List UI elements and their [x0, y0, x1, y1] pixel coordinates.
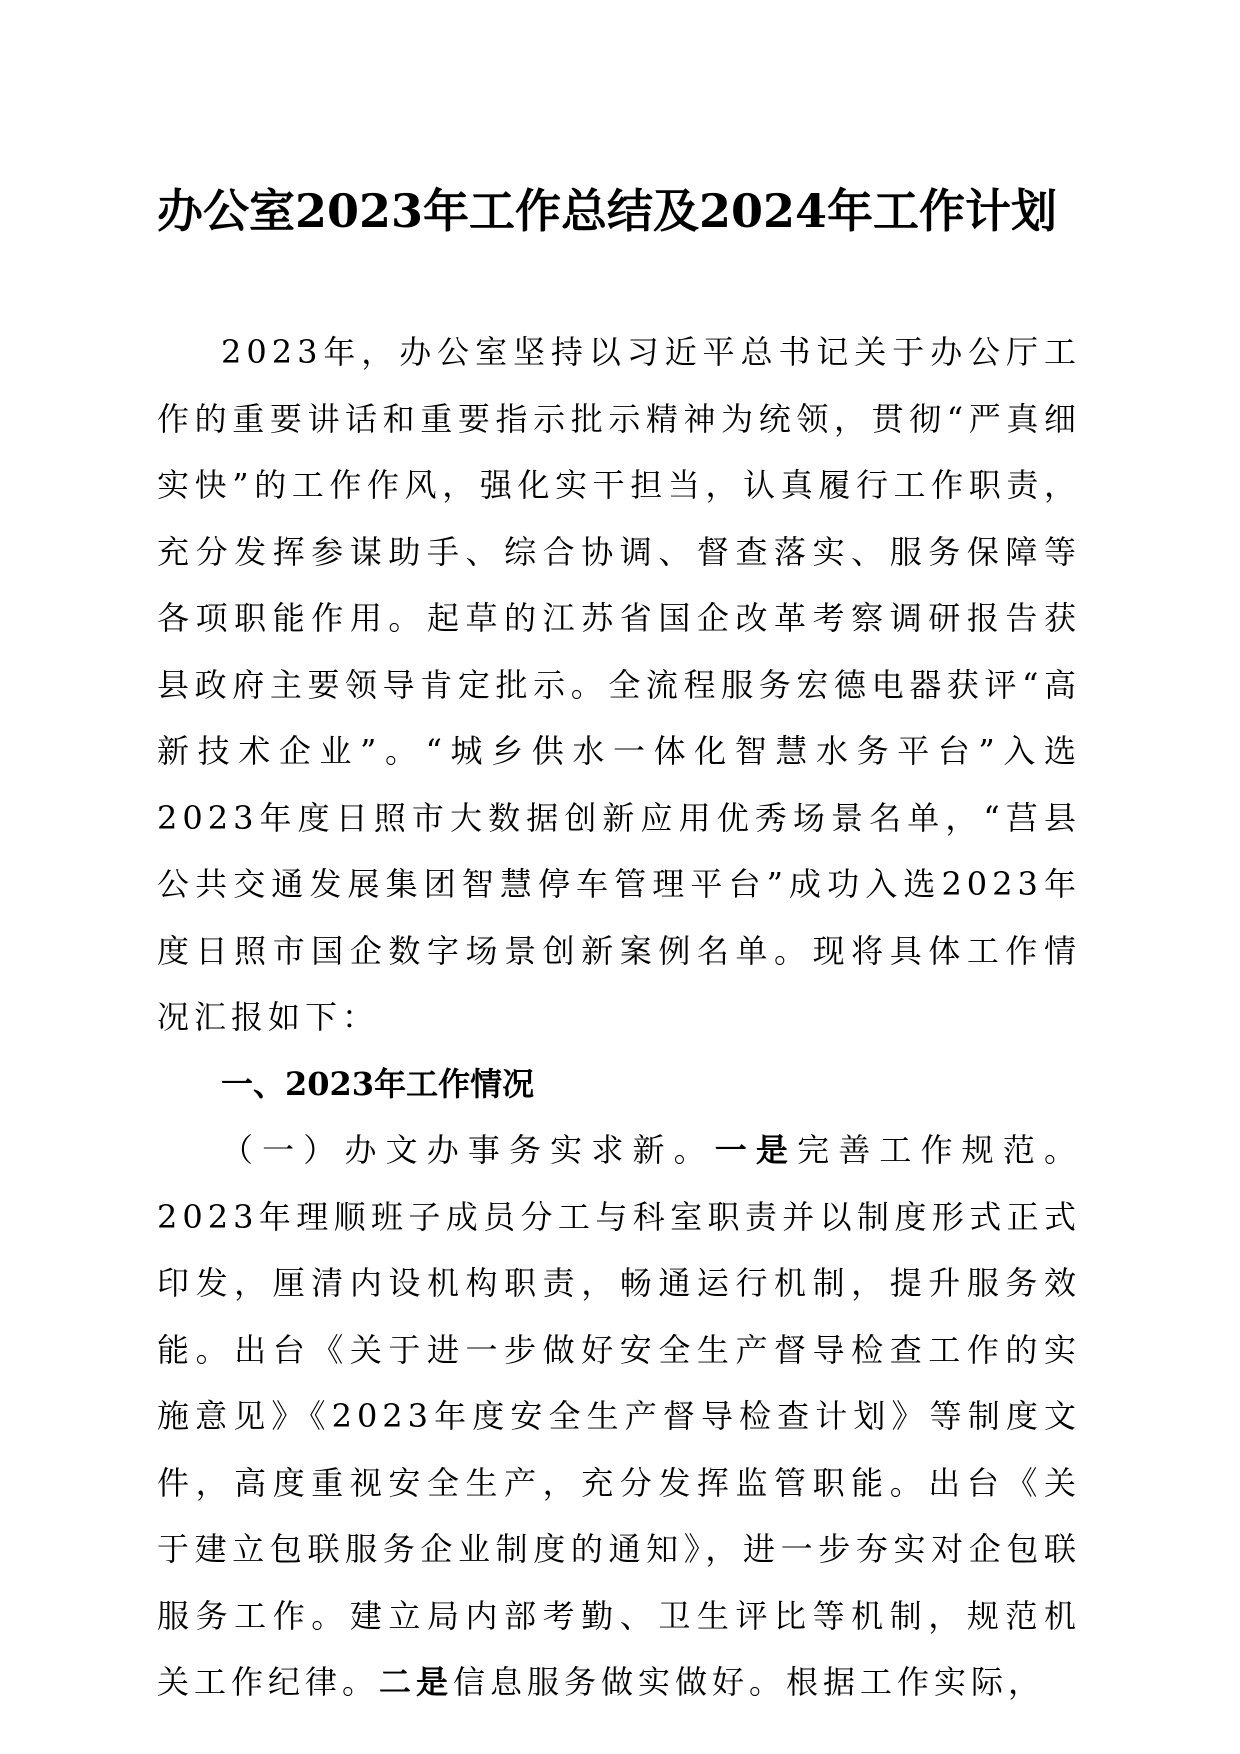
intro-paragraph: 2023年，办公室坚持以习近平总书记关于办公厅工作的重要讲话和重要指示批示精神为统领，贯彻“严真细实快”的工作作风，强化实干担当，认真履行工作职责，充分发挥参谋助手、综合协调、督查落实、服务保障等各项职能作用。起草的江苏省国企改革考察调研报告获县政府主要领导肯定批示。全流程服务宏德电器获评“高新技术企业”。“城乡供水一体化智慧水务平台”入选2023年度日照市大数据创新应用优秀场景名单，“莒县公共交通发展集团智慧停车管理平台”成功入选2023年度日照市国企数字场景创新案例名单。现将具体工作情况汇报如下：	[157, 333, 1081, 1036]
section-heading: 一、2023年工作情况	[221, 1064, 535, 1103]
point-lead-first: 一是	[714, 1131, 798, 1169]
point-lead-second: 二是	[379, 1663, 454, 1701]
subsection-paragraph	[157, 1117, 1081, 1716]
document-body	[157, 319, 1081, 1716]
point-text-second: 信息服务做实做好。根据工作实际，	[453, 1663, 1046, 1701]
subsection-heading: （一）办文办事务实求新。	[221, 1131, 715, 1169]
point-text-first: 完善工作规范。2023年理顺班子成员分工与科室职责并以制度形式正式印发，厘清内设机构职责，畅通运行机制，提升服务效能。出台《关于进一步做好安全生产督导检查工作的实施意见》《2023年度安全生产督导检查计划》等制度文件，高度重视安全生产，充分发挥监管职能。出台《关于建立包联服务企业制度的通知》，进一步夯实对企包联服务工作。建立局内部考勤、卫生评比等机制，规范机关工作纪律。	[157, 1131, 1081, 1701]
document-title: 办公室2023年工作总结及2024年工作计划	[157, 184, 1058, 238]
